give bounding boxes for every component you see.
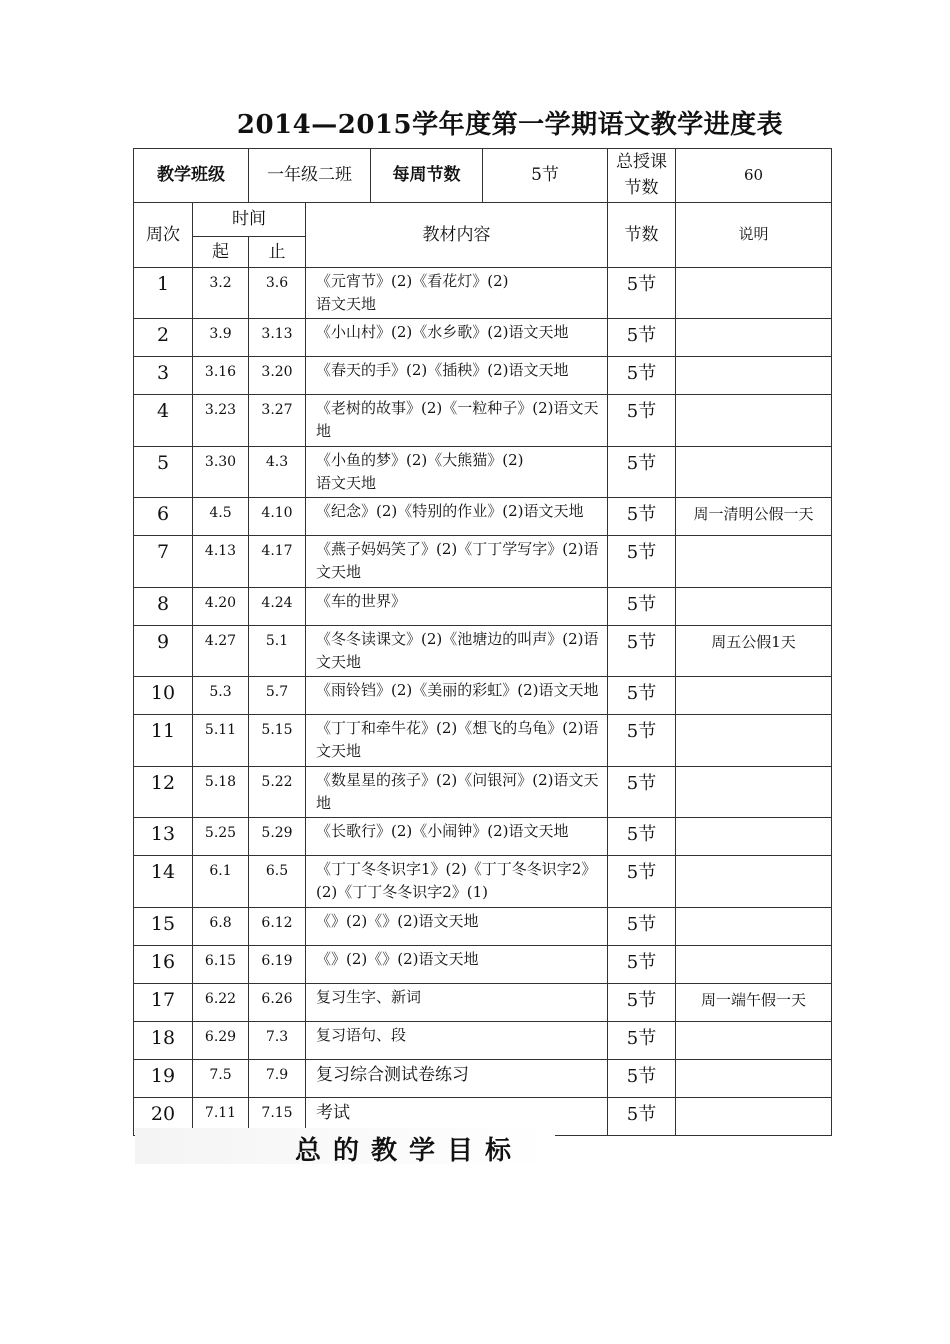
schedule-rows xyxy=(134,267,832,1135)
start-date: 7.5 xyxy=(193,1059,249,1097)
note xyxy=(676,1021,832,1059)
end-date: 4.10 xyxy=(249,498,306,536)
start-date: 6.15 xyxy=(193,945,249,983)
note xyxy=(676,395,832,447)
note xyxy=(676,267,832,319)
total-label: 总授课节数 xyxy=(608,149,676,203)
lesson-count: 5节 xyxy=(608,625,676,677)
lesson-content: 《燕子妈妈笑了》(2)《丁丁学写字》(2)语文天地 xyxy=(306,536,608,588)
lesson-content: 《小鱼的梦》(2)《大熊猫》(2) 语文天地 xyxy=(306,446,608,498)
week-number: 9 xyxy=(134,625,193,677)
start-date: 3.9 xyxy=(193,319,249,357)
lesson-count: 5节 xyxy=(608,1059,676,1097)
table-row xyxy=(134,1059,832,1097)
week-number: 10 xyxy=(134,677,193,715)
end-date: 3.27 xyxy=(249,395,306,447)
week-number: 1 xyxy=(134,267,193,319)
lesson-content: 《丁丁和牵牛花》(2)《想飞的乌龟》(2)语文天地 xyxy=(306,715,608,767)
lesson-content: 《元宵节》(2)《看花灯》(2) 语文天地 xyxy=(306,267,608,319)
start-date: 7.11 xyxy=(193,1097,249,1135)
note xyxy=(676,319,832,357)
table-row xyxy=(134,267,832,319)
lesson-count: 5节 xyxy=(608,587,676,625)
start-date: 5.3 xyxy=(193,677,249,715)
week-number: 18 xyxy=(134,1021,193,1059)
lesson-count: 5节 xyxy=(608,983,676,1021)
lesson-content: 《春天的手》(2)《插秧》(2)语文天地 xyxy=(306,357,608,395)
lesson-count: 5节 xyxy=(608,1021,676,1059)
note xyxy=(676,536,832,588)
end-date: 5.22 xyxy=(249,766,306,818)
schedule-table xyxy=(133,148,832,1136)
lesson-count: 5节 xyxy=(608,766,676,818)
lesson-count: 5节 xyxy=(608,856,676,908)
start-date: 3.16 xyxy=(193,357,249,395)
week-number: 5 xyxy=(134,446,193,498)
table-row xyxy=(134,715,832,767)
total-value: 60 xyxy=(676,149,832,203)
week-number: 15 xyxy=(134,907,193,945)
start-date: 6.29 xyxy=(193,1021,249,1059)
start-date: 4.5 xyxy=(193,498,249,536)
table-row xyxy=(134,446,832,498)
table-row xyxy=(134,625,832,677)
week-number: 6 xyxy=(134,498,193,536)
table-row xyxy=(134,677,832,715)
end-date: 6.26 xyxy=(249,983,306,1021)
note xyxy=(676,357,832,395)
lesson-count: 5节 xyxy=(608,498,676,536)
lesson-count: 5节 xyxy=(608,818,676,856)
start-date: 6.8 xyxy=(193,907,249,945)
start-date: 3.2 xyxy=(193,267,249,319)
week-number: 16 xyxy=(134,945,193,983)
header-note: 说明 xyxy=(676,202,832,267)
note xyxy=(676,446,832,498)
lesson-content: 《丁丁冬冬识字1》(2)《丁丁冬冬识字2》(2)《丁丁冬冬识字2》(1) xyxy=(306,856,608,908)
note xyxy=(676,715,832,767)
table-row xyxy=(134,395,832,447)
lesson-count: 5节 xyxy=(608,945,676,983)
note xyxy=(676,945,832,983)
lesson-content: 《》(2)《》(2)语文天地 xyxy=(306,907,608,945)
end-date: 5.7 xyxy=(249,677,306,715)
note: 周一端午假一天 xyxy=(676,983,832,1021)
lesson-content: 《小山村》(2)《水乡歌》(2)语文天地 xyxy=(306,319,608,357)
end-date: 3.20 xyxy=(249,357,306,395)
table-row xyxy=(134,983,832,1021)
start-date: 5.18 xyxy=(193,766,249,818)
end-date: 4.17 xyxy=(249,536,306,588)
week-number: 12 xyxy=(134,766,193,818)
start-date: 4.20 xyxy=(193,587,249,625)
lesson-count: 5节 xyxy=(608,319,676,357)
end-date: 3.6 xyxy=(249,267,306,319)
table-row xyxy=(134,856,832,908)
page-title: 2014—2015学年度第一学期语文教学进度表 xyxy=(236,110,784,140)
week-number: 3 xyxy=(134,357,193,395)
table-row xyxy=(134,766,832,818)
header-week: 周次 xyxy=(134,202,193,267)
class-value: 一年级二班 xyxy=(249,149,371,203)
end-date: 7.3 xyxy=(249,1021,306,1059)
table-row xyxy=(134,498,832,536)
note xyxy=(676,907,832,945)
header-start: 起 xyxy=(193,236,249,267)
note xyxy=(676,677,832,715)
week-number: 4 xyxy=(134,395,193,447)
end-date: 6.12 xyxy=(249,907,306,945)
header-end: 止 xyxy=(249,236,306,267)
lesson-content: 《》(2)《》(2)语文天地 xyxy=(306,945,608,983)
header-time: 时间 xyxy=(193,202,306,236)
lesson-count: 5节 xyxy=(608,267,676,319)
week-number: 2 xyxy=(134,319,193,357)
lesson-count: 5节 xyxy=(608,446,676,498)
lesson-content: 复习语句、段 xyxy=(306,1021,608,1059)
table-row xyxy=(134,1021,832,1059)
end-date: 5.15 xyxy=(249,715,306,767)
week-number: 8 xyxy=(134,587,193,625)
week-number: 7 xyxy=(134,536,193,588)
weekly-value: 5节 xyxy=(483,149,608,203)
week-number: 14 xyxy=(134,856,193,908)
end-date: 3.13 xyxy=(249,319,306,357)
table-row xyxy=(134,319,832,357)
week-number: 13 xyxy=(134,818,193,856)
end-date: 4.3 xyxy=(249,446,306,498)
note xyxy=(676,856,832,908)
header-content: 教材内容 xyxy=(306,202,608,267)
start-date: 5.11 xyxy=(193,715,249,767)
note xyxy=(676,1059,832,1097)
table-row xyxy=(134,587,832,625)
start-date: 3.30 xyxy=(193,446,249,498)
end-date: 6.5 xyxy=(249,856,306,908)
week-number: 19 xyxy=(134,1059,193,1097)
note xyxy=(676,766,832,818)
start-date: 3.23 xyxy=(193,395,249,447)
note xyxy=(676,587,832,625)
note xyxy=(676,818,832,856)
header-lessons: 节数 xyxy=(608,202,676,267)
lesson-content: 《老树的故事》(2)《一粒种子》(2)语文天地 xyxy=(306,395,608,447)
table-row xyxy=(134,536,832,588)
table-row xyxy=(134,357,832,395)
lesson-count: 5节 xyxy=(608,907,676,945)
table-row xyxy=(134,907,832,945)
lesson-content: 《车的世界》 xyxy=(306,587,608,625)
week-number: 20 xyxy=(134,1097,193,1135)
week-number: 17 xyxy=(134,983,193,1021)
start-date: 6.22 xyxy=(193,983,249,1021)
lesson-content: 复习综合测试卷练习 xyxy=(306,1059,608,1097)
lesson-content: 《数星星的孩子》(2)《问银河》(2)语文天地 xyxy=(306,766,608,818)
end-date: 5.1 xyxy=(249,625,306,677)
lesson-count: 5节 xyxy=(608,677,676,715)
lesson-content: 《长歌行》(2)《小闹钟》(2)语文天地 xyxy=(306,818,608,856)
goal-heading-bar xyxy=(135,1128,555,1164)
lesson-content: 《雨铃铛》(2)《美丽的彩虹》(2)语文天地 xyxy=(306,677,608,715)
end-date: 7.15 xyxy=(249,1097,306,1135)
info-row xyxy=(134,149,832,203)
start-date: 6.1 xyxy=(193,856,249,908)
lesson-count: 5节 xyxy=(608,536,676,588)
end-date: 7.9 xyxy=(249,1059,306,1097)
end-date: 4.24 xyxy=(249,587,306,625)
goal-heading: 总的教学目标 xyxy=(295,1136,524,1166)
header-row xyxy=(134,202,832,236)
lesson-content: 复习生字、新词 xyxy=(306,983,608,1021)
lesson-count: 5节 xyxy=(608,357,676,395)
lesson-count: 5节 xyxy=(608,715,676,767)
end-date: 5.29 xyxy=(249,818,306,856)
class-label: 教学班级 xyxy=(134,149,249,203)
note xyxy=(676,1097,832,1135)
lesson-content: 《纪念》(2)《特别的作业》(2)语文天地 xyxy=(306,498,608,536)
week-number: 11 xyxy=(134,715,193,767)
start-date: 4.13 xyxy=(193,536,249,588)
start-date: 4.27 xyxy=(193,625,249,677)
weekly-label: 每周节数 xyxy=(371,149,483,203)
note: 周五公假1天 xyxy=(676,625,832,677)
lesson-content: 考试 xyxy=(306,1097,608,1135)
lesson-count: 5节 xyxy=(608,395,676,447)
lesson-count: 5节 xyxy=(608,1097,676,1135)
lesson-content: 《冬冬读课文》(2)《池塘边的叫声》(2)语文天地 xyxy=(306,625,608,677)
note: 周一清明公假一天 xyxy=(676,498,832,536)
table-row xyxy=(134,818,832,856)
table-row xyxy=(134,945,832,983)
end-date: 6.19 xyxy=(249,945,306,983)
start-date: 5.25 xyxy=(193,818,249,856)
